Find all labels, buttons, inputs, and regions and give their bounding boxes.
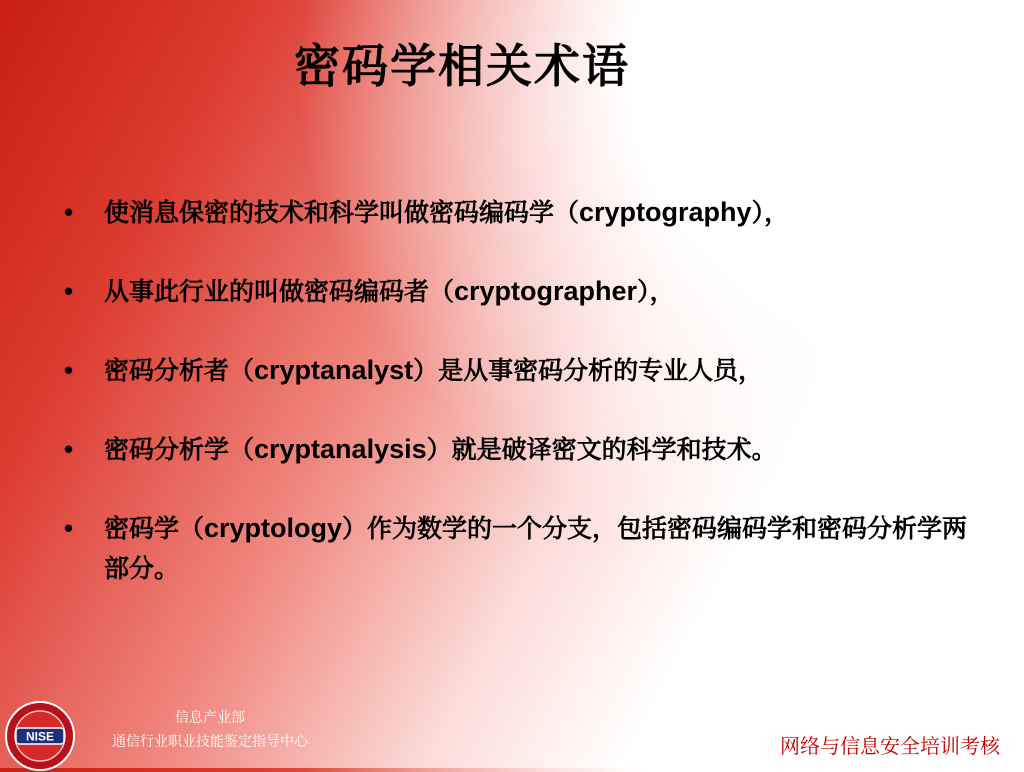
- bullet-term: cryptanalysis: [254, 434, 427, 464]
- bullet-item: [60, 350, 980, 391]
- bullet-term: cryptography: [579, 197, 752, 227]
- bullet-text: ）是从事密码分析的专业人员，: [413, 356, 764, 385]
- bullet-list: [60, 192, 980, 627]
- bullet-text: 密码分析者（: [104, 356, 255, 385]
- bullet-text: ），: [751, 198, 790, 227]
- bullet-text: 密码分析学（: [104, 435, 255, 464]
- bullet-text: 从事此行业的叫做密码编码者（: [104, 277, 455, 306]
- nise-logo-icon: [4, 700, 76, 772]
- bullet-text: 使消息保密的技术和科学叫做密码编码学（: [104, 198, 580, 227]
- bullet-term: cryptology: [204, 513, 343, 543]
- bullet-text: ）作为数学的一个分支，包括密码编码学和密码分析学两部分。: [104, 514, 968, 583]
- bullet-text: ）就是破译密文的科学和技术。: [426, 435, 777, 464]
- bullet-item: [60, 508, 980, 589]
- bullet-term: cryptanalyst: [254, 355, 414, 385]
- slide-title: 密码学相关术语: [294, 39, 630, 93]
- org-line-2: 通信行业职业技能鉴定指导中心: [112, 734, 308, 750]
- bullet-item: [60, 429, 980, 470]
- footer-tagline: 网络与信息安全培训考核: [780, 734, 1000, 758]
- bullet-item: [60, 192, 980, 233]
- bullet-item: [60, 271, 980, 312]
- organization-block: [80, 706, 340, 754]
- org-line-1: 信息产业部: [175, 710, 245, 726]
- bullet-text: 密码学（: [104, 514, 205, 543]
- logo-text: NISE: [25, 729, 55, 744]
- bullet-term: cryptographer: [454, 276, 638, 306]
- bullet-text: ），: [637, 277, 675, 306]
